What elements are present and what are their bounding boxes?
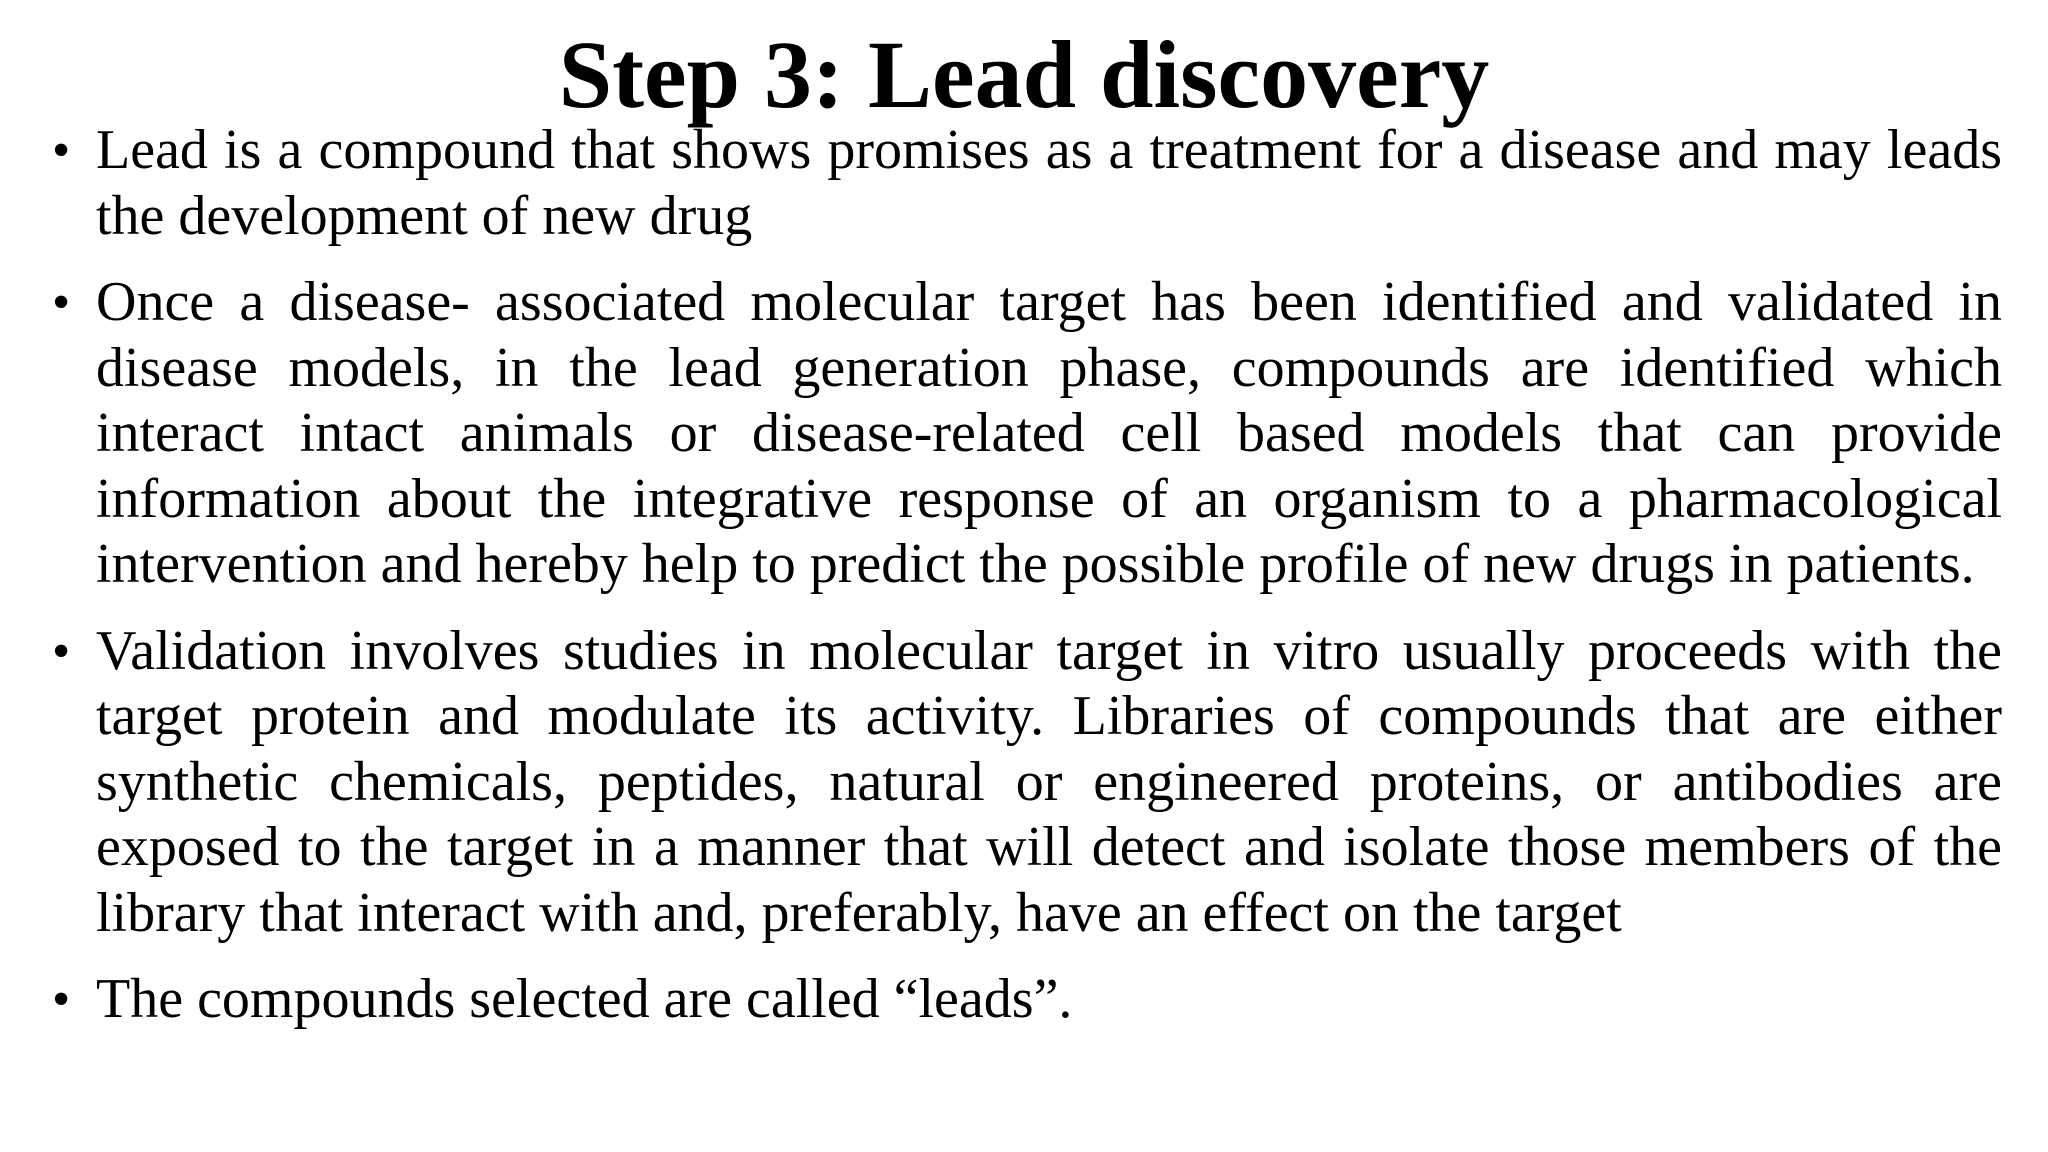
bullet-text: Validation involves studies in molecular target in vitro usually proceeds with the target protein and modulate its activity. Libraries of compounds that are either synthetic chemicals, peptides, natural or engineered proteins, or antibodies are exposed to the target in a manner that will detect and isolate those members of the library that interact with and, preferably, have an effect on the target: [96, 619, 2002, 944]
bullet-text: The compounds selected are called “leads”.: [96, 968, 1073, 1030]
bullet-dot-icon: •: [52, 622, 71, 680]
bullet-list: [52, 118, 2002, 1054]
bullet-dot-icon: •: [52, 971, 71, 1028]
slide-title: Step 3: Lead discovery: [558, 21, 1490, 128]
bullet-item: [52, 967, 2002, 1033]
bullet-item: [52, 619, 2002, 947]
bullet-item: [52, 270, 2002, 598]
bullet-dot-icon: •: [52, 122, 71, 179]
bullet-text: Lead is a compound that shows promises as a treatment for a disease and may leads the development of new drug: [96, 119, 2002, 247]
bullet-item: [52, 118, 2002, 249]
bullet-text: Once a disease- associated molecular target has been identified and validated in disease models, in the lead generation phase, compounds are identified which interact intact animals or disease-related cell based models that can provide information about the integrative response of an organism to a pharmacological intervention and hereby help to predict the possible profile of new drugs in patients.: [96, 271, 2002, 595]
bullet-dot-icon: •: [52, 274, 71, 331]
